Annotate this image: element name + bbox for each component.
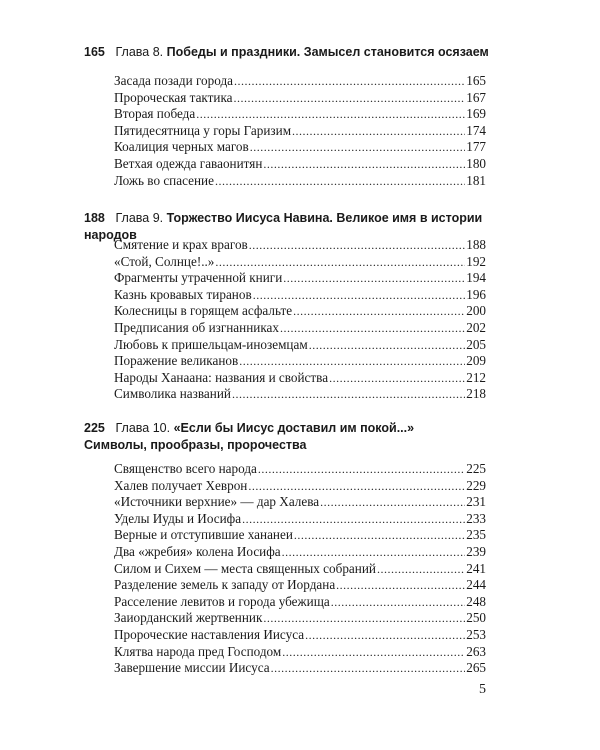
toc-entry[interactable] bbox=[114, 594, 486, 611]
leader-dots bbox=[215, 173, 465, 190]
entry-title: Пятидесятница у горы Гаризим bbox=[114, 122, 292, 138]
entry-page: 209 bbox=[466, 353, 486, 369]
chapter-entries bbox=[114, 73, 486, 189]
entry-page: 225 bbox=[466, 461, 486, 476]
leader-dots bbox=[320, 494, 465, 511]
entry-title: Клятва народа пред Господом bbox=[114, 643, 282, 659]
leader-dots bbox=[282, 644, 465, 661]
chapter-title: «Если бы Иисус доставил им покой...» bbox=[173, 421, 415, 435]
chapter-entries bbox=[114, 237, 486, 403]
entry-page: 165 bbox=[466, 73, 486, 88]
entry-page: 180 bbox=[466, 155, 486, 171]
chapter-heading bbox=[84, 420, 514, 454]
entry-title: Пророческие наставления Иисуса bbox=[114, 626, 305, 642]
entry-page: 218 bbox=[466, 386, 486, 402]
entry-title: Вторая победа bbox=[114, 106, 196, 122]
leader-dots bbox=[215, 254, 465, 271]
entry-title: Поражение великанов bbox=[114, 353, 239, 369]
entry-page: 177 bbox=[466, 139, 486, 155]
toc-entry[interactable] bbox=[114, 139, 486, 156]
leader-dots bbox=[305, 627, 465, 644]
toc-entry[interactable] bbox=[114, 270, 486, 287]
leader-dots bbox=[377, 561, 465, 578]
chapter-label: Глава 10. bbox=[115, 421, 171, 435]
entry-title: Любовь к пришельцам-иноземцам bbox=[114, 336, 308, 352]
entry-page: 196 bbox=[466, 286, 486, 302]
leader-dots bbox=[309, 337, 466, 354]
leader-dots bbox=[263, 610, 465, 627]
leader-dots bbox=[250, 139, 466, 156]
toc-entry[interactable] bbox=[114, 370, 486, 387]
entry-title: Уделы Иуды и Иосифа bbox=[114, 510, 242, 526]
toc-entry[interactable] bbox=[114, 254, 486, 271]
leader-dots bbox=[253, 287, 466, 304]
entry-page: 169 bbox=[466, 106, 486, 122]
entry-title: Фрагменты утраченной книги bbox=[114, 270, 283, 286]
entry-page: 241 bbox=[466, 560, 486, 576]
entry-page: 248 bbox=[466, 593, 486, 609]
toc-entry[interactable] bbox=[114, 494, 486, 511]
toc-entry[interactable] bbox=[114, 353, 486, 370]
entry-page: 265 bbox=[466, 660, 486, 676]
chapter-title: Победы и праздники. Замысел становится осязаем bbox=[166, 45, 489, 59]
leader-dots bbox=[271, 660, 466, 677]
entry-page: 194 bbox=[466, 270, 486, 286]
leader-dots bbox=[293, 303, 465, 320]
toc-entry[interactable] bbox=[114, 527, 486, 544]
toc-entry[interactable] bbox=[114, 610, 486, 627]
entry-page: 253 bbox=[466, 626, 486, 642]
toc-entry[interactable] bbox=[114, 173, 486, 190]
toc-entry[interactable] bbox=[114, 303, 486, 320]
entry-page: 202 bbox=[466, 319, 486, 335]
chapter-subtitle: Символы, прообразы, пророчества bbox=[84, 438, 307, 452]
entry-title: Завершение миссии Иисуса bbox=[114, 660, 270, 676]
toc-entry[interactable] bbox=[114, 320, 486, 337]
entry-page: 205 bbox=[466, 336, 486, 352]
leader-dots bbox=[283, 270, 465, 287]
entry-title: «Стой, Солнце!..» bbox=[114, 253, 215, 269]
leader-dots bbox=[294, 527, 465, 544]
entry-page: 250 bbox=[466, 610, 486, 626]
entry-title: Заиорданский жертвенник bbox=[114, 610, 263, 626]
entry-title: Два «жребия» колена Иосифа bbox=[114, 543, 281, 559]
entry-title: Смятение и крах врагов bbox=[114, 237, 248, 252]
leader-dots bbox=[280, 320, 465, 337]
chapter-start-page: 225 bbox=[84, 421, 105, 435]
entry-page: 233 bbox=[466, 510, 486, 526]
entry-page: 235 bbox=[466, 527, 486, 543]
entry-title: Коалиция черных магов bbox=[114, 139, 249, 155]
toc-entry[interactable] bbox=[114, 544, 486, 561]
entry-title: Казнь кровавых тиранов bbox=[114, 286, 252, 302]
entry-title: Ветхая одежда гаваонитян bbox=[114, 155, 263, 171]
toc-entry[interactable] bbox=[114, 73, 486, 90]
chapter-label: Глава 9. bbox=[115, 211, 164, 225]
leader-dots bbox=[258, 461, 465, 478]
chapter-heading bbox=[84, 44, 514, 61]
entry-page: 200 bbox=[466, 303, 486, 319]
entry-title: Засада позади города bbox=[114, 73, 234, 88]
toc-entry[interactable] bbox=[114, 156, 486, 173]
entry-page: 167 bbox=[466, 89, 486, 105]
entry-title: Расселение левитов и города убежища bbox=[114, 593, 330, 609]
chapter-entries bbox=[114, 461, 486, 677]
toc-entry[interactable] bbox=[114, 511, 486, 528]
entry-title: Силом и Сихем — места священных собраний bbox=[114, 560, 376, 576]
leader-dots bbox=[329, 370, 465, 387]
entry-title: Колесницы в горящем асфальте bbox=[114, 303, 293, 319]
entry-page: 263 bbox=[466, 643, 486, 659]
entry-page: 229 bbox=[466, 477, 486, 493]
entry-title: Халев получает Хеврон bbox=[114, 477, 248, 493]
leader-dots bbox=[242, 511, 465, 528]
page-number: 5 bbox=[479, 682, 486, 697]
entry-page: 188 bbox=[466, 237, 486, 252]
leader-dots bbox=[239, 353, 465, 370]
chapter-start-page: 165 bbox=[84, 45, 105, 59]
entry-page: 212 bbox=[466, 369, 486, 385]
chapter-label: Глава 8. bbox=[115, 45, 164, 59]
leader-dots bbox=[336, 577, 465, 594]
entry-title: Разделение земель к западу от Иордана bbox=[114, 577, 336, 593]
toc-entry[interactable] bbox=[114, 660, 486, 677]
entry-page: 174 bbox=[466, 122, 486, 138]
leader-dots bbox=[331, 594, 466, 611]
leader-dots bbox=[282, 544, 466, 561]
toc-entry[interactable] bbox=[114, 123, 486, 140]
entry-page: 231 bbox=[466, 494, 486, 510]
entry-title: Ложь во спасение bbox=[114, 172, 214, 188]
entry-title: Пророческая тактика bbox=[114, 89, 233, 105]
toc-entry[interactable] bbox=[114, 461, 486, 478]
toc-entry[interactable] bbox=[114, 337, 486, 354]
entry-title: Верные и отступившие хананеи bbox=[114, 527, 293, 543]
leader-dots bbox=[292, 123, 465, 140]
leader-dots bbox=[263, 156, 465, 173]
toc-entry[interactable] bbox=[114, 478, 486, 495]
entry-page: 192 bbox=[466, 253, 486, 269]
leader-dots bbox=[196, 106, 465, 123]
toc-entry[interactable] bbox=[114, 561, 486, 578]
chapter-start-page: 188 bbox=[84, 211, 105, 225]
entry-title: Священство всего народа bbox=[114, 461, 257, 476]
entry-page: 181 bbox=[466, 172, 486, 188]
toc-entry[interactable] bbox=[114, 90, 486, 107]
entry-page: 239 bbox=[466, 543, 486, 559]
entry-title: «Источники верхние» — дар Халева bbox=[114, 494, 320, 510]
leader-dots bbox=[248, 478, 465, 495]
toc-entry[interactable] bbox=[114, 237, 486, 254]
toc-entry[interactable] bbox=[114, 627, 486, 644]
toc-entry[interactable] bbox=[114, 386, 486, 403]
entry-title: Народы Ханаана: названия и свойства bbox=[114, 369, 329, 385]
chapter-title: Торжество Иисуса Навина. Великое имя в истории народов bbox=[84, 211, 483, 242]
toc-entry[interactable] bbox=[114, 287, 486, 304]
leader-dots bbox=[234, 73, 465, 90]
entry-page: 244 bbox=[466, 577, 486, 593]
entry-title: Символика названий bbox=[114, 386, 231, 402]
leader-dots bbox=[232, 386, 465, 403]
leader-dots bbox=[249, 237, 465, 254]
toc-entry[interactable] bbox=[114, 106, 486, 123]
leader-dots bbox=[234, 90, 466, 107]
toc-entry[interactable] bbox=[114, 644, 486, 661]
toc-entry[interactable] bbox=[114, 577, 486, 594]
entry-title: Предписания об изгнанниках bbox=[114, 319, 279, 335]
